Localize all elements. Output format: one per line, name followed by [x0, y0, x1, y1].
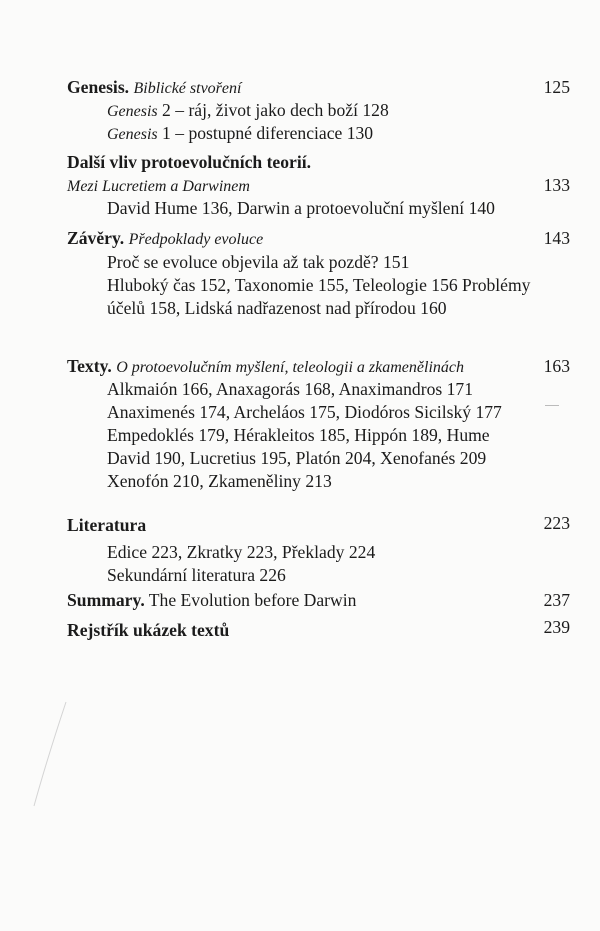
heading-bold: Literatura [67, 515, 147, 535]
toc-heading-genesis [67, 76, 241, 100]
heading-bold: Rejstřík ukázek textů [67, 620, 230, 640]
page-number: 133 [543, 175, 570, 195]
heading-bold: Genesis. [67, 77, 130, 97]
toc-subentry: David 190, Lucretius 195, Platón 204, Xenofanés 209 [107, 448, 487, 468]
text-part: 1 – postupné diferenciace 130 [157, 123, 374, 143]
heading-bold: Další vliv protoevolučních teorií. [67, 152, 312, 172]
toc-heading-dalsi [67, 151, 311, 173]
heading-bold: Závěry. [67, 228, 125, 248]
toc-subentry: Xenofón 210, Zkameněliny 213 [107, 471, 332, 491]
page-number: 239 [543, 617, 570, 637]
toc-subentry: Proč se evoluce objevila až tak pozdě? 151 [107, 252, 410, 272]
scan-pencil-mark [30, 700, 70, 810]
page-number: 143 [543, 228, 570, 248]
toc-subentry [107, 122, 373, 146]
heading-text: The Evolution before Darwin [144, 590, 357, 610]
italic-part: Genesis [107, 126, 158, 143]
toc-subentry: Empedoklés 179, Hérakleitos 185, Hippón 189, Hume [107, 425, 490, 445]
toc-subentry: Sekundární literatura 226 [107, 565, 286, 585]
heading-bold: Texty. [67, 356, 112, 376]
toc-heading-literatura [67, 514, 146, 536]
toc-subentry: Edice 223, Zkratky 223, Překlady 224 [107, 542, 376, 562]
toc-heading-texty [67, 355, 464, 379]
toc-subentry: Anaximenés 174, Archeláos 175, Diodóros Sicilský 177 [107, 402, 502, 422]
heading-italic [67, 174, 250, 198]
toc-subentry: Hluboký čas 152, Taxonomie 155, Teleologie 156 Problémy [107, 275, 531, 295]
text-part: 2 – ráj, život jako dech boží 128 [157, 100, 389, 120]
toc-subentry: David Hume 136, Darwin a protoevoluční myšlení 140 [107, 198, 495, 218]
heading-italic-text: Mezi Lucretiem a Darwinem [67, 178, 250, 195]
page-number: 163 [543, 356, 570, 376]
toc-heading-zavery [67, 227, 263, 251]
toc-subentry: Alkmaión 166, Anaxagorás 168, Anaximandros 171 [107, 379, 473, 399]
heading-italic: O protoevolučním myšlení, teleologii a zkamenělinách [116, 359, 464, 376]
italic-part: Genesis [107, 103, 158, 120]
page-number: 223 [543, 513, 570, 533]
heading-bold: Summary. [67, 590, 145, 610]
scan-speck [545, 405, 559, 406]
page-number: 237 [543, 590, 570, 610]
toc-heading-summary [67, 589, 356, 611]
toc-heading-rejstrik [67, 619, 229, 641]
heading-italic: Biblické stvoření [133, 80, 242, 97]
heading-italic: Předpoklady evoluce [128, 231, 264, 248]
page-number: 125 [543, 77, 570, 97]
toc-subentry [107, 99, 389, 123]
toc-subentry: účelů 158, Lidská nadřazenost nad přírodou 160 [107, 298, 447, 318]
